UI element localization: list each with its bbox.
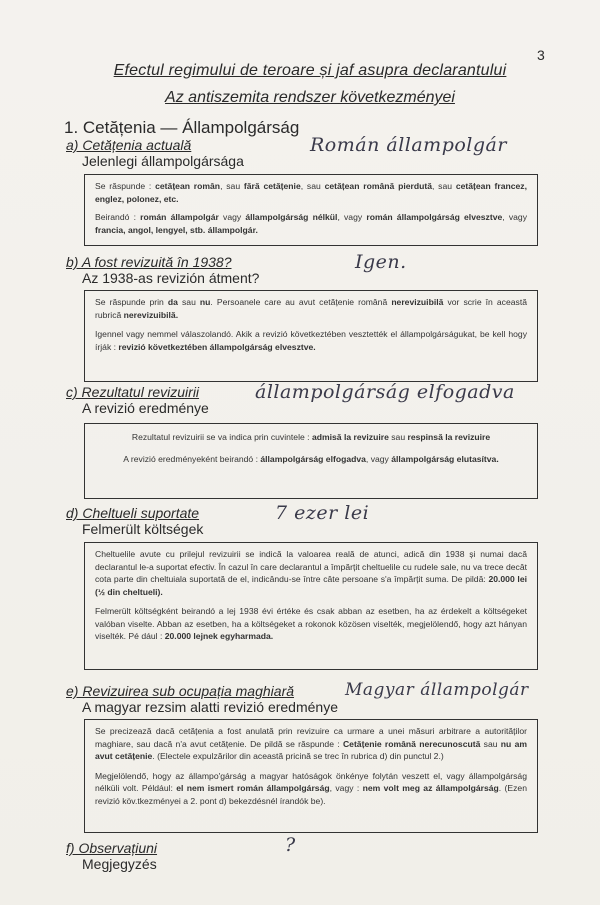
instructions-box-a bbox=[84, 174, 538, 246]
label-b-hu: Az 1938-as revizión átment? bbox=[82, 270, 260, 286]
label-a-ro: a) Cetățenia actuală bbox=[66, 137, 192, 153]
label-e-ro: e) Revizuirea sub ocupația maghiară bbox=[66, 683, 295, 699]
answer-b[interactable]: Igen. bbox=[355, 251, 407, 273]
label-a-hu: Jelenlegi állampolgársága bbox=[82, 153, 244, 169]
instructions-box-b bbox=[84, 290, 538, 382]
instructions-e-ro: Se precizează dacă cetățenia a fost anulată prin revizuire ca urmare a unei măsuri arbitrare a autorităților maghiare, sau dacă n'a avut cetățenie. De pildă se răspunde : Cetățenie română nerecunoscută sau nu am avut cetățenie. (Electele expulzărilor din această pricină se trec în rubrica d) din punctul 2.) bbox=[95, 726, 527, 761]
label-b-ro: b) A fost revizuită în 1938? bbox=[66, 254, 232, 270]
title-romanian: Efectul regimului de teroare și jaf asupra declarantului bbox=[113, 62, 507, 79]
label-f-ro: f) Observațiuni bbox=[66, 840, 158, 856]
instructions-a-hu: Beirandó : román állampolgár vagy állampolgárság nélkül, vagy román állampolgárság elvesztve, vagy francia, angol, lengyel, stb. állampolgár. bbox=[95, 212, 527, 235]
instructions-b-hu: Igennel vagy nemmel válaszolandó. Akik a revizió következtében vesztették el állampolgárságukat, be kell hogy írják : revizió következtében állampolgárság elvesztve. bbox=[95, 329, 527, 352]
instructions-d-ro: Cheltuelile avute cu prilejul revizuirii se indică la valoarea reală de atunci, adică din 1938 și numai dacă declarantul le-a suportat efectiv. În cazul în care declarantul a împărțit cheltuelile cu rudele sale, nu va trece decât cota parte din cheltuiala suportată de el, indicându-se între câte persoane s'a împărțit suma. De pildă: 20.000 lei (½ din cheltueli). bbox=[95, 549, 527, 597]
instructions-e-hu: Megjelölendő, hogy az állampo'gárság a magyar hatóságok önkénye folytán veszett el, vagy állampolgárság nélküli volt. Például: el nem ismert román állampolgárság, vagy : nem volt meg az állampolgárság. (Ezen revizió köv.tkezményei a 2. pont d) bekezdésnél írandók be). bbox=[95, 770, 527, 806]
answer-e[interactable]: Magyar állampolgár bbox=[345, 680, 529, 700]
instructions-box-e bbox=[84, 719, 538, 833]
answer-a[interactable]: Román állampolgár bbox=[310, 134, 507, 156]
label-d-hu: Felmerült költségek bbox=[82, 521, 204, 537]
label-c-ro: c) Rezultatul revizuirii bbox=[66, 384, 200, 400]
answer-c[interactable]: állampolgárság elfogadva bbox=[255, 381, 515, 403]
answer-d[interactable]: 7 ezer lei bbox=[275, 502, 370, 524]
title-hungarian: Az antiszemita rendszer következményei bbox=[165, 89, 455, 106]
instructions-a-ro: Se răspunde : cetățean român, sau fără cetățenie, sau cetățean română pierdută, sau cetățean francez, englez, polonez, etc. bbox=[95, 181, 527, 204]
instructions-box-d bbox=[84, 542, 538, 670]
label-c-hu: A revizió eredménye bbox=[82, 400, 209, 416]
label-f-hu: Megjegyzés bbox=[82, 856, 157, 872]
instructions-box-c bbox=[84, 423, 538, 499]
instructions-c-hu: A revizió eredményeként beirandó : állampolgárság elfogadva, vagy állampolgárság elutasítva. bbox=[123, 453, 499, 464]
instructions-d-hu: Felmerült költségként beirandó a lej 1938 évi értéke és csak abban az esetben, ha az érdekelt a költségeket valóban viselte. Abban az esetben, ha a költségeket a rokonok közösen viselték, megjelölendő, hogy azt hányan viselték. Pé dául : 20.000 lejnek egyharmada. bbox=[95, 606, 527, 641]
label-d-ro: d) Cheltueli suportate bbox=[66, 505, 200, 521]
label-e-hu: A magyar rezsim alatti revizió eredménye bbox=[82, 699, 338, 715]
section-heading: 1. Cetățenia — Állampolgárság bbox=[64, 118, 300, 137]
answer-f[interactable]: ? bbox=[285, 834, 296, 856]
instructions-c-ro: Rezultatul revizuirii se va indica prin cuvintele : admisă la revizuire sau respinsă la revizuire bbox=[131, 432, 491, 442]
instructions-b-ro: Se răspunde prin da sau nu. Persoanele care au avut cetățenie română nerevizuibilă vor scrie în această rubrică nerevizuibilă. bbox=[95, 297, 527, 320]
page-number: 3 bbox=[537, 47, 545, 63]
